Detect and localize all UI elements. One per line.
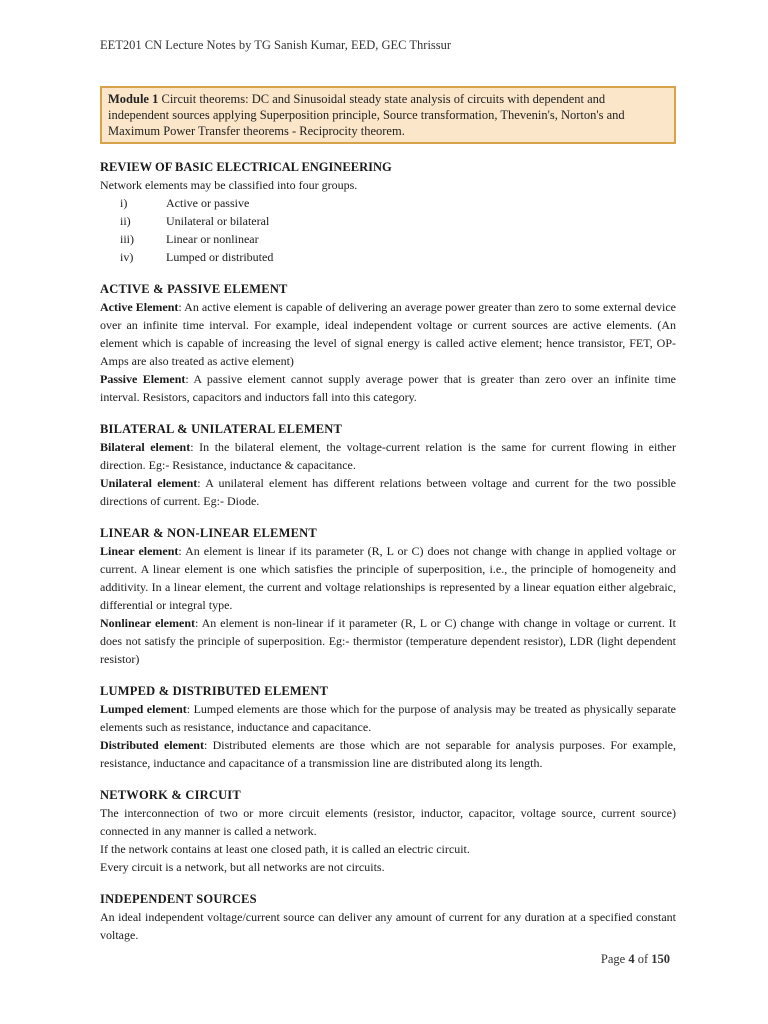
module-label: Module 1 xyxy=(108,92,159,106)
active-passive-heading: ACTIVE & PASSIVE ELEMENT xyxy=(100,282,288,296)
network-paragraph-1: The interconnection of two or more circuit elements (resistor, inductor, capacitor, voltage source, current source) connected in any manner is called a network. xyxy=(100,806,676,838)
network-heading: NETWORK & CIRCUIT xyxy=(100,788,241,802)
page-header: EET201 CN Lecture Notes by TG Sanish Kumar, EED, GEC Thrissur xyxy=(100,38,452,52)
independent-sources-paragraph: An ideal independent voltage/current source can deliver any amount of current for any duration at a specified constant voltage. xyxy=(100,910,676,942)
nonlinear-element-paragraph: Nonlinear element: An element is non-linear if it parameter (R, L or C) change with change in voltage or current. It does not satisfy the principle of superposition. Eg:- thermistor (temperature dependent resistor), LDR (light dependent resistor) xyxy=(100,616,676,666)
bilateral-element-paragraph: Bilateral element: In the bilateral element, the voltage-current relation is the same for current flowing in either direction. Eg:- Resistance, inductance & capacitance. xyxy=(100,440,676,472)
list-item: i) Active or passive xyxy=(120,196,250,210)
review-intro: Network elements may be classified into four groups. xyxy=(100,178,358,192)
lumped-element-paragraph: Lumped element: Lumped elements are those which for the purpose of analysis may be treated as physically separate elements such as resistance, inductance and capacitance. xyxy=(100,702,676,734)
network-paragraph-2: If the network contains at least one closed path, it is called an electric circuit. xyxy=(100,842,470,856)
module-summary-box xyxy=(100,86,676,144)
page-number: Page 4 of 150 xyxy=(600,952,670,966)
linear-element-paragraph: Linear element: An element is linear if its parameter (R, L or C) does not change with change in applied voltage or current. A linear element is one which satisfies the principle of superposition, i.e., the principle of homogeneity and additivity. In a linear element, the current and voltage relationships is represented by a linear equation either algebraic, differential or integral type. xyxy=(100,544,676,612)
main-content xyxy=(100,158,676,944)
network-paragraph-3: Every circuit is a network, but all networks are not circuits. xyxy=(100,860,385,874)
linear-heading: LINEAR & NON-LINEAR ELEMENT xyxy=(100,526,317,540)
list-item: iv) Lumped or distributed xyxy=(120,250,274,264)
passive-element-paragraph: Passive Element: A passive element cannot supply average power that is greater than zero over an infinite time interval. Resistors, capacitors and inductors fall into this category. xyxy=(100,372,676,404)
module-text: Circuit theorems: DC and Sinusoidal steady state analysis of circuits with dependent and independent sources applying Superposition principle, Source transformation, Thevenin's, Norton's and Maximum Power Transfer theorems - Reciprocity theorem. xyxy=(108,92,625,138)
list-item: iii) Linear or nonlinear xyxy=(120,232,259,246)
unilateral-element-paragraph: Unilateral element: A unilateral element has different relations between voltage and current for the two possible directions of current. Eg:- Diode. xyxy=(100,476,677,508)
classification-list xyxy=(100,194,676,266)
review-heading: REVIEW OF BASIC ELECTRICAL ENGINEERING xyxy=(100,160,392,174)
active-element-paragraph: Active Element: An active element is capable of delivering an average power greater than zero to some external device over an infinite time interval. For example, ideal independent voltage or current sources are active elements. (An element which is capable of increasing the level of signal energy is called active element; hence transistor, FET, OP-Amps are also treated as active element) xyxy=(100,300,676,368)
distributed-element-paragraph: Distributed element: Distributed elements are those which are not separable for analysis purposes. For example, resistance, inductance and capacitance of a transmission line are distributed along its length. xyxy=(100,738,676,770)
bilateral-heading: BILATERAL & UNILATERAL ELEMENT xyxy=(100,422,343,436)
independent-sources-heading: INDEPENDENT SOURCES xyxy=(100,892,257,906)
lumped-heading: LUMPED & DISTRIBUTED ELEMENT xyxy=(100,684,329,698)
list-item: ii) Unilateral or bilateral xyxy=(120,214,270,228)
